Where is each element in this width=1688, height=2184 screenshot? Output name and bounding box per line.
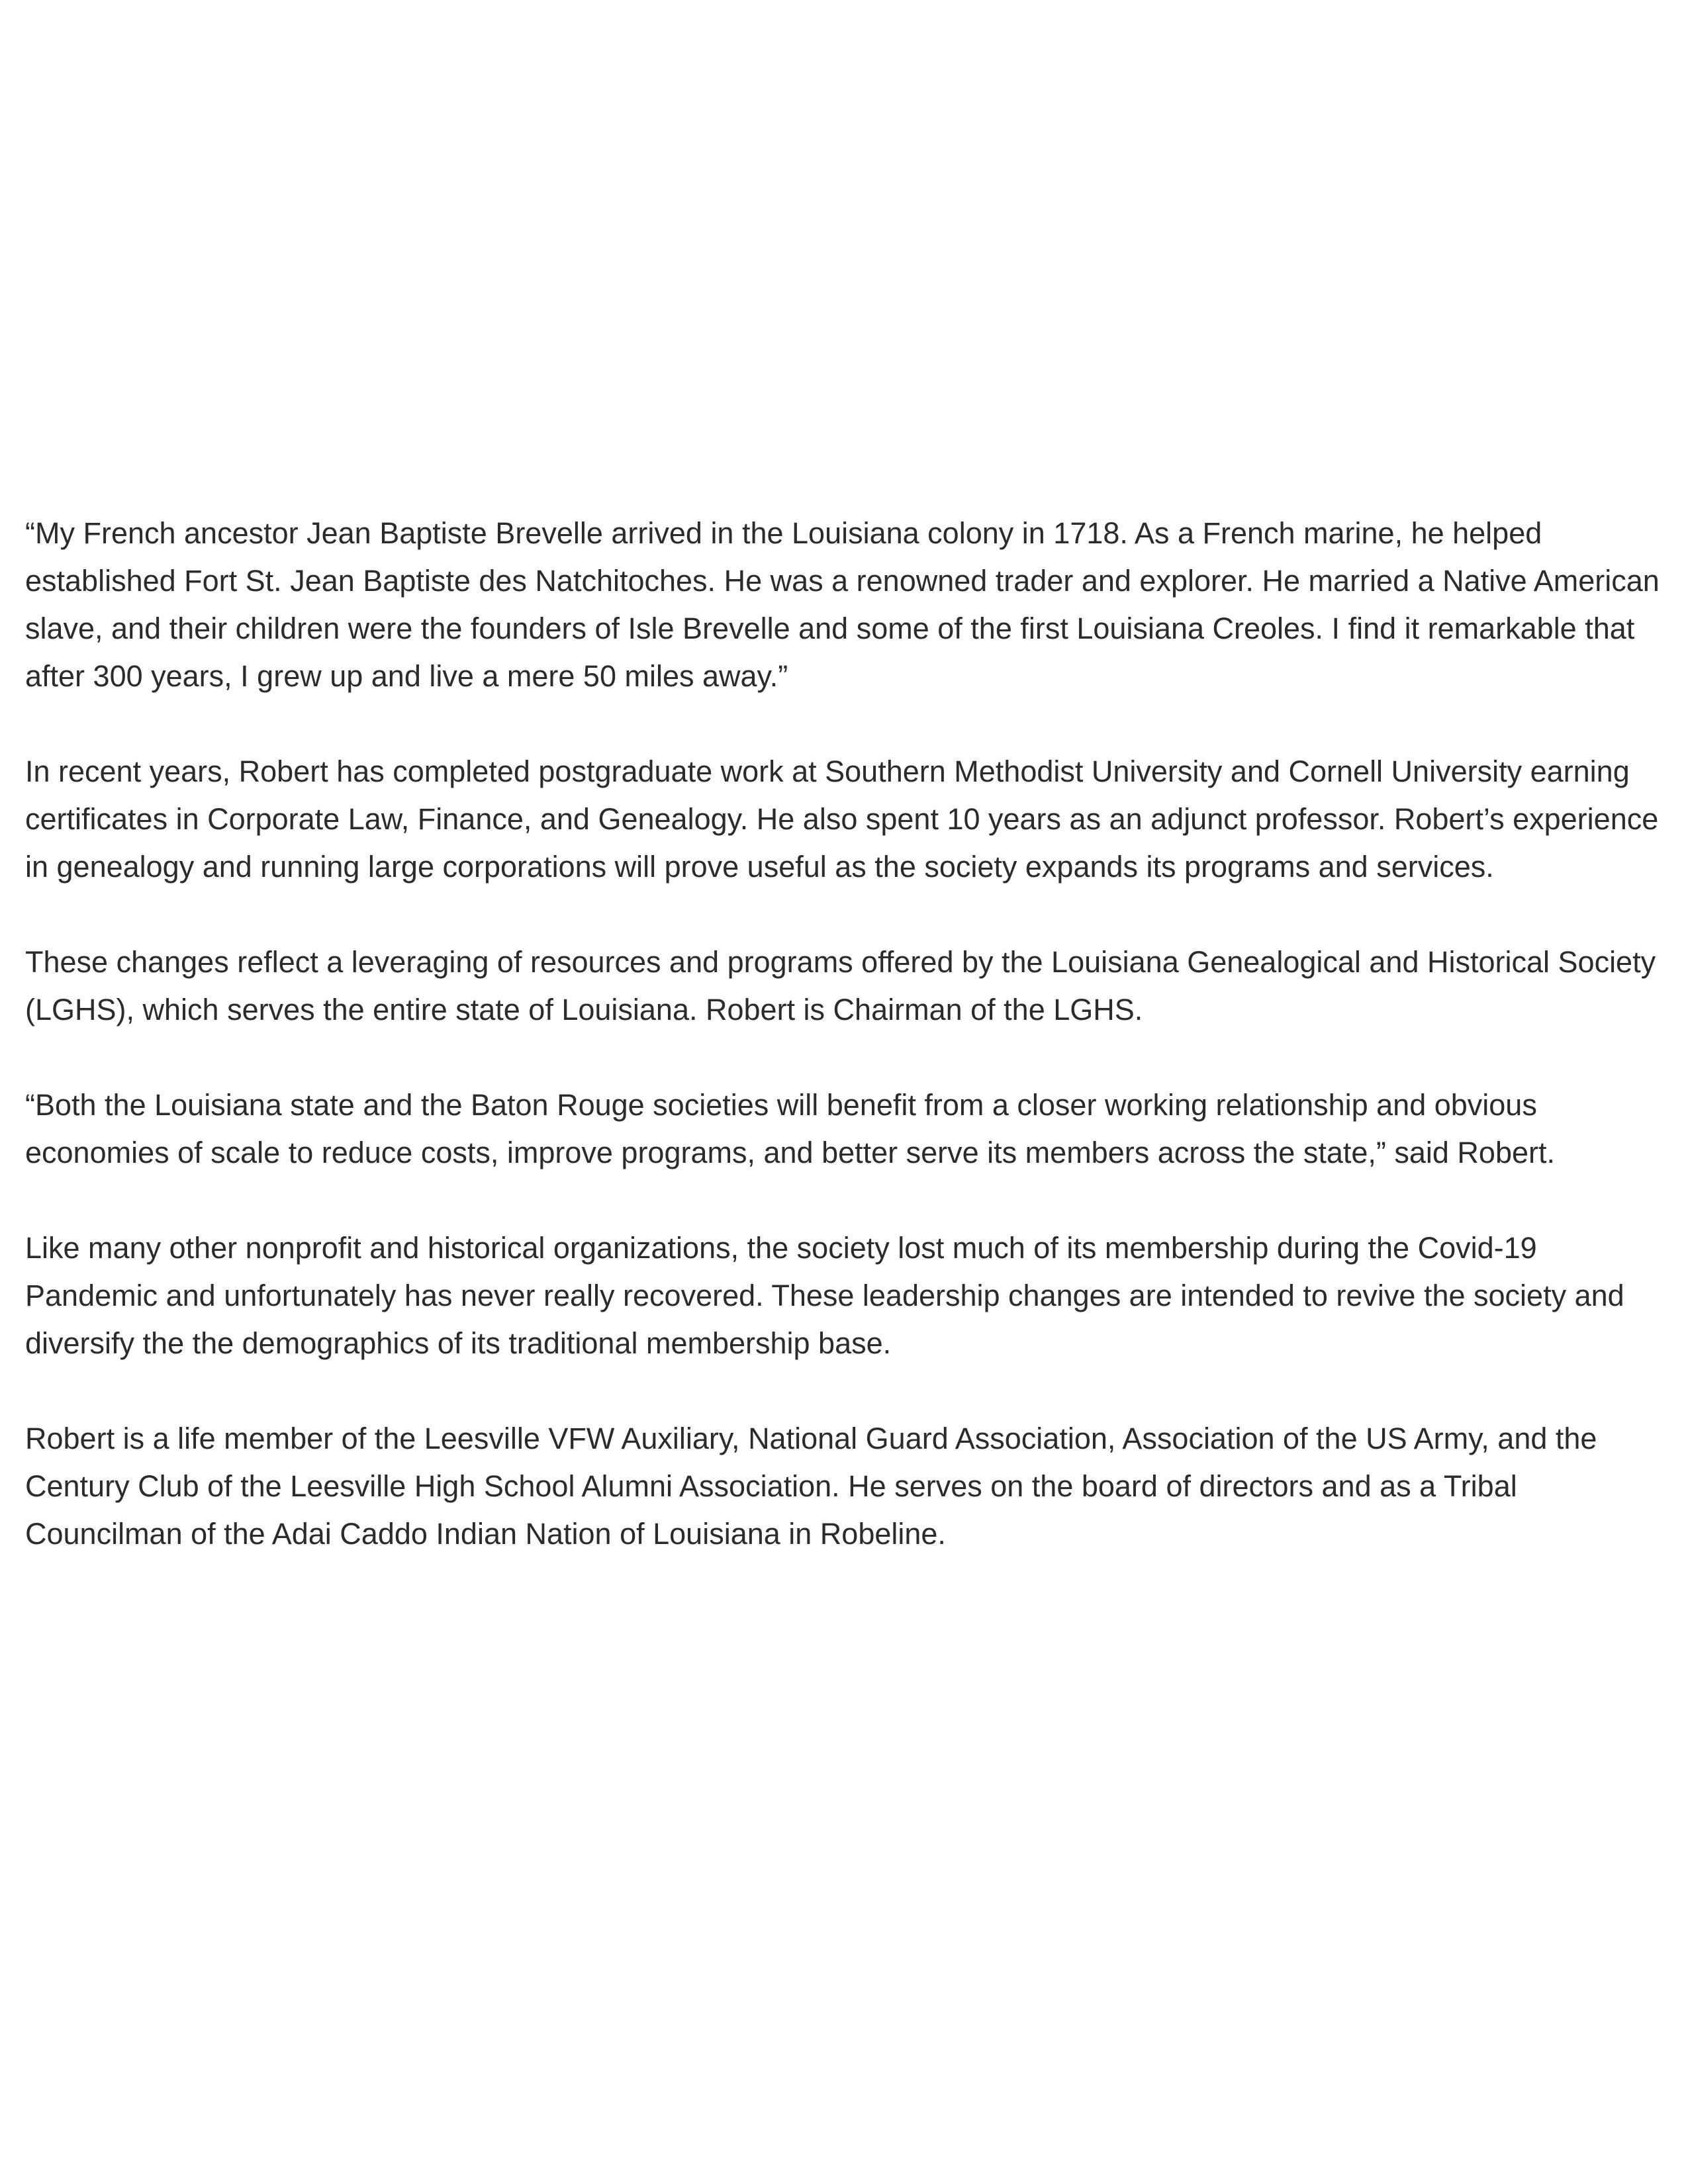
paragraph-membership-loss: Like many other nonprofit and historical organizations, the society lost much of its membership during the Covid-19 Pandemic and unfortunately has never really recovered. These leadership changes are intended to revive the society and diversify the the demographics of its traditional membership base. (25, 1231, 1624, 1360)
paragraph-memberships: Robert is a life member of the Leesville VFW Auxiliary, National Guard Association, Association of the US Army, and the Century Club of the Leesville High School Alumni Association. He serves on the board of directors and as a Tribal Councilman of the Adai Caddo Indian Nation of Louisiana in Robeline. (25, 1422, 1597, 1551)
paragraph-postgraduate-work: In recent years, Robert has completed postgraduate work at Southern Methodist University and Cornell University earning certificates in Corporate Law, Finance, and Genealogy. He also spent 10 years as an adjunct professor. Robert’s experience in genealogy and running large corporations will prove useful as the society expands its programs and services. (25, 754, 1659, 884)
paragraph-lghs-resources: These changes reflect a leveraging of resources and programs offered by the Louisiana Genealogical and Historical Society (LGHS), which serves the entire state of Louisiana. Robert is Chairman of the LGHS. (25, 945, 1656, 1026)
paragraph-societies-quote: “Both the Louisiana state and the Baton Rouge societies will benefit from a closer working relationship and obvious economies of scale to reduce costs, improve programs, and better serve its members across the state,” said Robert. (25, 1088, 1555, 1169)
article-body (25, 510, 1667, 1606)
paragraph-ancestor-quote: “My French ancestor Jean Baptiste Brevelle arrived in the Louisiana colony in 1718. As a French marine, he helped established Fort St. Jean Baptiste des Natchitoches. He was a renowned trader and explorer. He married a Native American slave, and their children were the founders of Isle Brevelle and some of the first Louisiana Creoles. I find it remarkable that after 300 years, I grew up and live a mere 50 miles away.” (25, 516, 1660, 693)
